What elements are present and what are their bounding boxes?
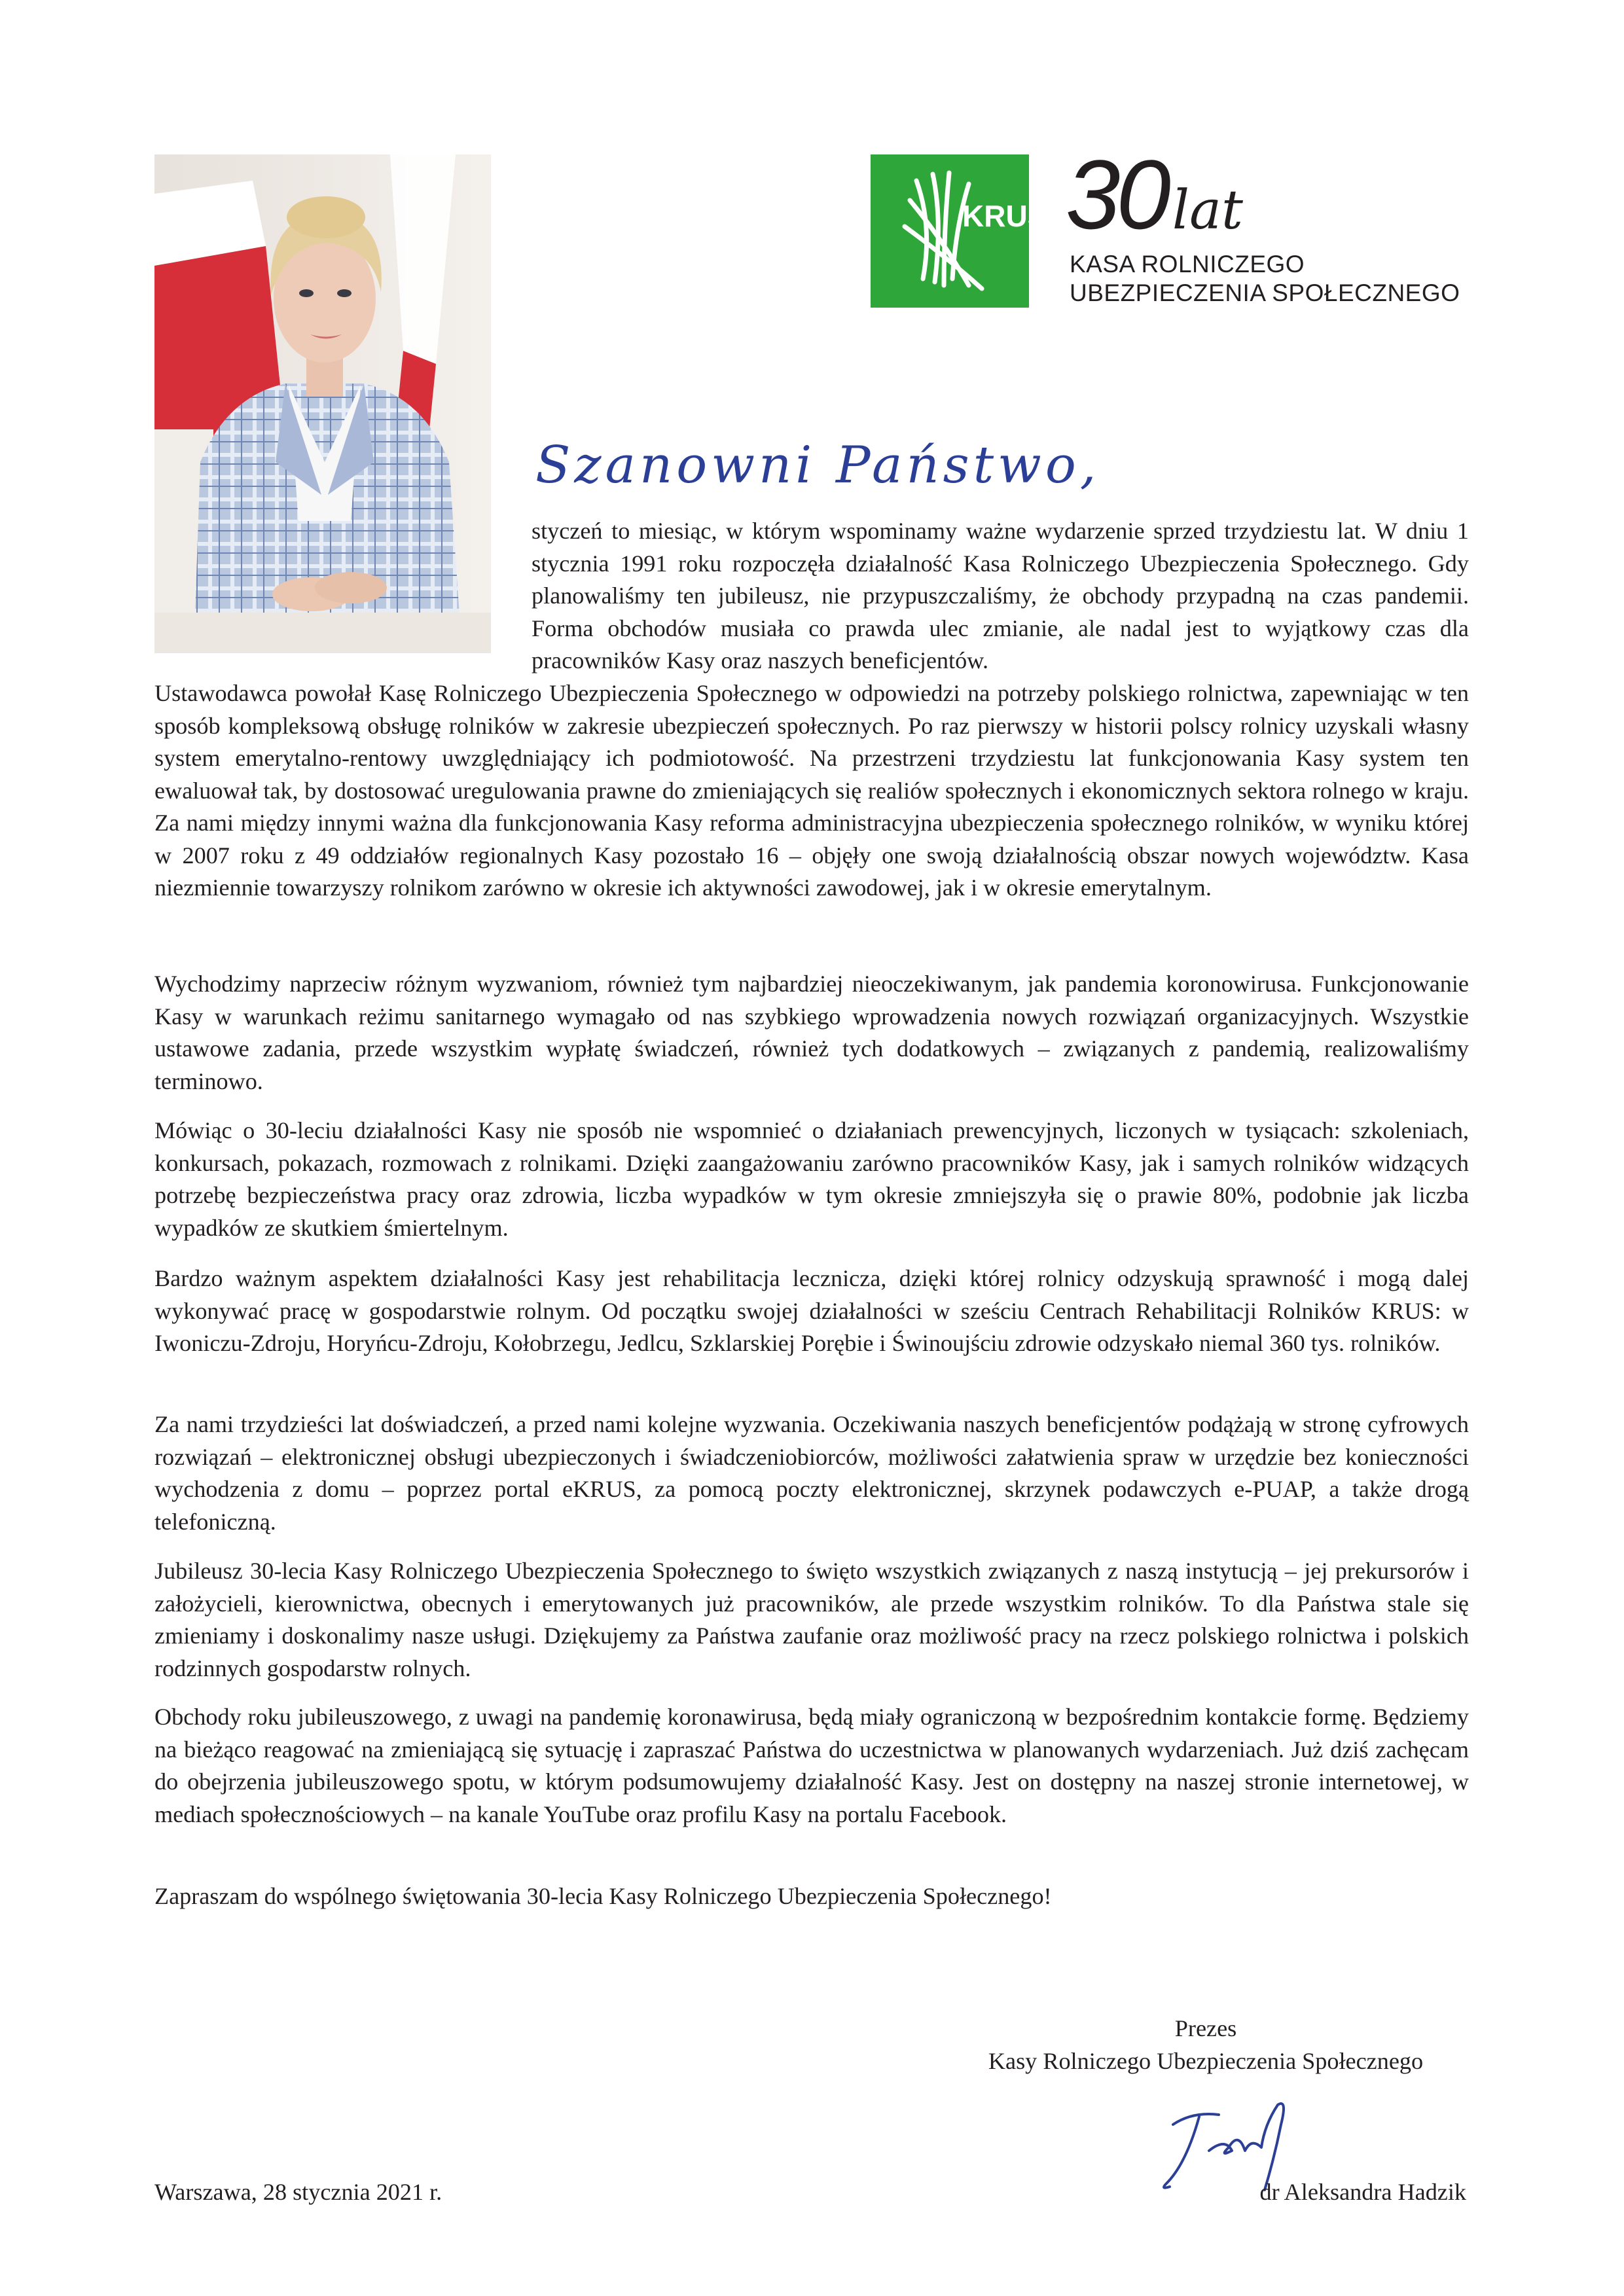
paragraph-4: Bardzo ważnym aspektem działalności Kasy jest rehabilitacja lecznicza, dzięki której rolnicy odzyskują sprawność i mogą dalej wykonywać pracę w gospodarstwie rolnym. Od początku swojej działalności w sześciu Centrach Rehabilitacji Rolników KRUS: w Iwoniczu-Zdroju, Horyńcu-Zdroju, Kołobrzegu, Jedlcu, Szklarskiej Porębie i Świnoujściu zdrowie odzyskało niemal 360 tys. rolników. <box>154 1265 1469 1356</box>
krus-logo <box>871 154 1048 308</box>
paragraph-3: Mówiąc o 30-leciu działalności Kasy nie sposób nie wspomnieć o działaniach prewencyjnych, liczonych w tysiącach: szkoleniach, konkursach, pokazach, rozmowach z rolnikami. Dzięki zaangażowaniu zarówno pracowników Kasy, jak i samych rolników widzących potrzebę bezpieczeństwa pracy oraz zdrowia, liczba wypadków w tym okresie zmniejszyła się o prawie 80%, podobnie jak liczba wypadków ze skutkiem śmiertelnym. <box>154 1117 1469 1241</box>
paragraph-6: Jubileusz 30-lecia Kasy Rolniczego Ubezpieczenia Społecznego to święto wszystkich związanych z naszą instytucją – jej prekursorów i założycieli, kierownictwa, obecnych i emerytowanych już pracowników, ale przede wszystkim rolników. To dla Państwa stale się zmieniamy i doskonalimy nasze usługi. Dziękujemy za Państwa zaufanie oraz możliwość pracy na rzecz polskiego rolnictwa i polskich rodzinnych gospodarstw rolnych. <box>154 1558 1469 1681</box>
salutation-text: Szanowni Państwo, <box>535 436 1100 495</box>
anniversary-mark <box>1066 139 1243 249</box>
paragraph-7: Obchody roku jubileuszowego, z uwagi na pandemię koronawirusa, będą miały ograniczoną w bezpośrednim kontakcie formę. Będziemy na bieżąco reagować na zmieniającą się sytuację i zapraszać Państwa do uczestnictwa w planowanych wydarzeniach. Już dziś zachęcam do obejrzenia jubileuszowego spotu, w którym podsumowujemy działalność Kasy. Jest on dostępny na naszej stronie internetowej, w mediach społecznościowych – na kanale YouTube oraz profilu Kasy na portalu Facebook. <box>154 1704 1469 1827</box>
letter-date: Warszawa, 28 stycznia 2021 r. <box>154 2179 442 2205</box>
signatory-name: dr Aleksandra Hadzik <box>1259 2179 1466 2205</box>
portrait-illustration <box>154 154 491 653</box>
paragraph-1: Ustawodawca powołał Kasę Rolniczego Ubezpieczenia Społecznego w odpowiedzi na potrzeby polskiego rolnictwa, zapewniając w ten sposób kompleksową obsługę rolników w zakresie ubezpieczeń społecznych. Po raz pierwszy w historii polscy rolnicy uzyskali własny system emerytalno-rentowy uwzględniający ich podmiotowość. Na przestrzeni trzydziestu lat funkcjonowania Kasy system ten ewaluował tak, by dostosować uregulowania prawne do zmieniających się realiów społecznych i ekonomicznych sektora rolnego w kraju. Za nami między innymi ważna dla funkcjonowania Kasy reforma administracyjna ubezpieczenia społecznego rolników, w wyniku której w 2007 roku z 49 oddziałów regionalnych Kasy pozostało 16 – objęły one swoją działalnością obszar nowych województw. Kasa niezmiennie towarzyszy rolnikom zarówno w okresie ich aktywności zawodowej, jak i w okresie emerytalnym. <box>154 680 1469 901</box>
signatory-institution: Kasy Rolniczego Ubezpieczenia Społecznego <box>988 2048 1424 2074</box>
paragraph-2: Wychodzimy naprzeciw różnym wyzwaniom, również tym najbardziej nieoczekiwanym, jak pandemia koronowirusa. Funkcjonowanie Kasy w warunkach reżimu sanitarnego wymagało od nas szybkiego wprowadzenia nowych rozwiązań organizacyjnych. Wszystkie ustawowe zadania, przede wszystkim wypłatę świadczeń, również tych dodatkowych – związanych z pandemią, realizowaliśmy terminowo. <box>154 971 1469 1094</box>
paragraph-5: Za nami trzydzieści lat doświadczeń, a przed nami kolejne wyzwania. Oczekiwania naszych beneficjentów podążają w stronę cyfrowych rozwiązań – elektronicznej obsługi ubezpieczonych i świadczeniobiorców, możliwości załatwienia spraw w urzędzie bez konieczności wychodzenia z domu – poprzez portal eKRUS, za pomocą poczty elektronicznej, skrzynek podawczych e-PUAP, a także drogą telefoniczną. <box>154 1411 1469 1535</box>
anniversary-word: lat <box>1172 179 1243 242</box>
paragraph-8: Zapraszam do wspólnego świętowania 30-lecia Kasy Rolniczego Ubezpieczenia Społecznego! <box>154 1883 1052 1909</box>
krus-logo-letters: KRUS <box>962 199 1048 233</box>
organization-name-line2: UBEZPIECZENIA SPOŁECZNEGO <box>1070 279 1460 306</box>
salutation <box>532 429 1100 501</box>
intro-paragraph: styczeń to miesiąc, w którym wspominamy ważne wydarzenie sprzed trzydziestu lat. W dniu 1 stycznia 1991 roku rozpoczęła działalność Kasa Rolniczego Ubezpieczenia Społecznego. Gdy planowaliśmy ten jubileusz, nie przypuszczaliśmy, że obchody przypadną na czas pandemii. Forma obchodów musiała co prawda ulec zmianie, ale nadal jest to wyjątkowy czas dla pracowników Kasy oraz naszych beneficjentów. <box>532 518 1469 673</box>
portrait-photo <box>154 154 491 653</box>
krus-logo-mark <box>871 154 1048 308</box>
organization-name <box>1070 250 1489 308</box>
signatory-title: Prezes <box>1174 2015 1237 2041</box>
anniversary-number: 30 <box>1066 139 1167 249</box>
organization-name-line1: KASA ROLNICZEGO <box>1070 251 1305 278</box>
